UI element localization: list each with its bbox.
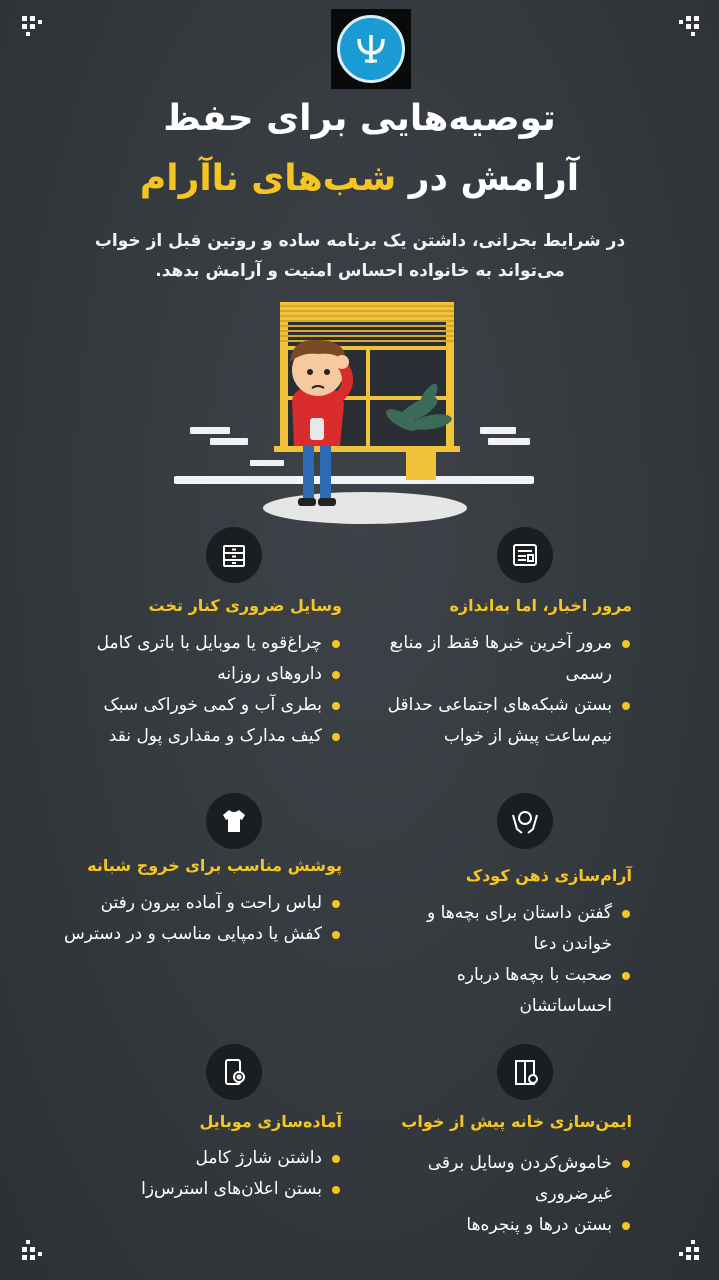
section-list-clothing bbox=[60, 888, 342, 950]
page-title-line1: توصیه‌هایی برای حفظ bbox=[163, 98, 556, 139]
list-item: لباس راحت و آماده بیرون رفتن bbox=[60, 888, 342, 919]
intro-text: در شرایط بحرانی، داشتن یک برنامه ساده و روتین قبل از خواب می‌تواند به خانواده احساس امنیت و آرامش بدهد. bbox=[94, 231, 626, 281]
list-item: داشتن شارژ کامل bbox=[60, 1143, 342, 1174]
corner-ornament-icon bbox=[675, 14, 701, 40]
list-item: بستن شبکه‌های اجتماعی حداقل نیم‌ساعت پیش از خواب bbox=[380, 690, 632, 752]
section-title-essentials: وسایل ضروری کنار تخت bbox=[148, 596, 342, 615]
title-highlight: شب‌های ناآرام bbox=[139, 158, 397, 199]
door-icon bbox=[497, 1044, 553, 1100]
list-item: صحبت با بچه‌ها درباره احساساتشان bbox=[380, 960, 632, 1022]
corner-ornament-icon bbox=[20, 1236, 46, 1262]
psi-logo-icon bbox=[353, 31, 389, 67]
section-title-clothing: پوشش مناسب برای خروج شبانه bbox=[87, 856, 342, 875]
section-title-news: مرور اخبار، اما به‌اندازه bbox=[449, 596, 632, 615]
section-list-mobile bbox=[60, 1143, 342, 1205]
section-list-essentials bbox=[60, 628, 342, 752]
phone-gear-icon bbox=[206, 1044, 262, 1100]
section-title-mobile: آماده‌سازی موبایل bbox=[199, 1112, 342, 1131]
title-prefix: آرامش در bbox=[396, 158, 580, 199]
shirt-icon bbox=[206, 793, 262, 849]
list-item: کفش یا دمپایی مناسب و در دسترس bbox=[60, 919, 342, 950]
list-item: بطری آب و کمی خوراکی سبک bbox=[60, 690, 342, 721]
section-list-news bbox=[380, 628, 632, 752]
list-item: کیف مدارک و مقداری پول نقد bbox=[60, 721, 342, 752]
list-item: بستن درها و پنجره‌ها bbox=[380, 1210, 632, 1241]
section-title-home: ایمن‌سازی خانه پیش از خواب bbox=[401, 1112, 632, 1131]
drawer-icon bbox=[206, 527, 262, 583]
list-item: داروهای روزانه bbox=[60, 659, 342, 690]
section-list-child bbox=[380, 898, 632, 1022]
list-item: بستن اعلان‌های استرس‌زا bbox=[60, 1174, 342, 1205]
list-item: گفتن داستان برای بچه‌ها و خواندن دعا bbox=[380, 898, 632, 960]
section-list-home bbox=[380, 1148, 632, 1241]
hands-heart-icon bbox=[497, 793, 553, 849]
news-icon bbox=[497, 527, 553, 583]
corner-ornament-icon bbox=[675, 1236, 701, 1262]
list-item: چراغ‌قوه یا موبایل با باتری کامل bbox=[60, 628, 342, 659]
worried-person-illustration bbox=[170, 300, 550, 530]
list-item: مرور آخرین خبرها فقط از منابع رسمی bbox=[380, 628, 632, 690]
page-title-line2 bbox=[0, 158, 719, 199]
list-item: خاموش‌کردن وسایل برقی غیرضروری bbox=[380, 1148, 632, 1210]
section-title-child: آرام‌سازی ذهن کودک bbox=[465, 866, 632, 885]
corner-ornament-icon bbox=[20, 14, 46, 40]
organization-logo bbox=[331, 9, 411, 89]
